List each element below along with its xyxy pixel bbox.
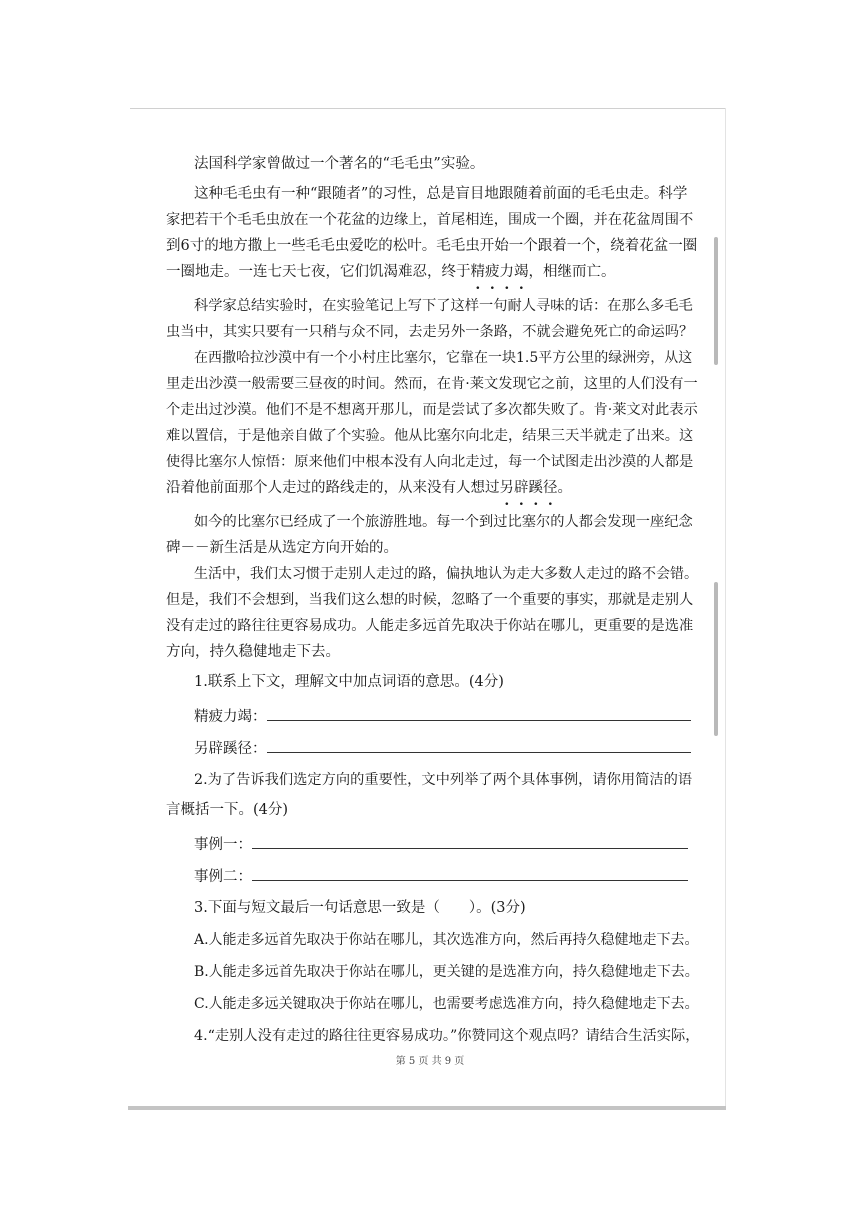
answer-label: 事例二： (194, 869, 252, 885)
passage-line: 虫当中，其实只要有一只稍与众不同，去走另外一条路，不就会避免死亡的命运吗？ (166, 324, 694, 340)
emphasis-char: 力 (499, 264, 514, 280)
emphasis-char: 疲 (485, 264, 500, 280)
passage-line: 在西撒哈拉沙漠中有一个小村庄比塞尔，它靠在一块1.5平方公里的绿洲旁，从这 (194, 350, 693, 366)
passage-line: 个走出过沙漠。他们不是不想离开那儿，而是尝试了多次都失败了。肯·莱文对此表示 (166, 402, 698, 418)
passage-line: 法国科学家曾做过一个著名的“毛毛虫”实验。 (194, 156, 485, 172)
passage-line (166, 262, 616, 282)
passage-line: 使得比塞尔人惊悟：原来他们中根本没有人向北走过，每一个试图走出沙漠的人都是 (166, 454, 694, 470)
emphasis-char: 竭 (514, 264, 529, 280)
passage-line: 里走出沙漠一般需要三昼夜的时间。然而，在肯·莱文发现它之前，这里的人们没有一 (166, 376, 698, 392)
answer-label: 精疲力竭： (194, 709, 267, 725)
page-number: 第 5 页 共 9 页 (395, 1056, 465, 1067)
passage-line: 如今的比塞尔已经成了一个旅游胜地。每一个到过比塞尔的人都会发现一座纪念 (194, 514, 693, 530)
passage-line (166, 478, 572, 498)
emphasis-char: 蹊 (528, 480, 543, 496)
passage-line: 难以置信，于是他亲自做了个实验。他从比塞尔向北走，结果三天半就走了出来。这 (166, 428, 694, 444)
option-b: B.人能走多远首先取决于你站在哪儿，更关键的是选准方向，持久稳健地走下去。 (194, 964, 699, 980)
passage-line: 到6寸的地方撒上一些毛毛虫爱吃的松叶。毛毛虫开始一个跟着一个，绕着花盆一圈 (166, 238, 698, 254)
emphasis-char: 精 (470, 264, 485, 280)
option-a: A.人能走多远首先取决于你站在哪儿，其次选准方向，然后再持久稳健地走下去。 (194, 932, 699, 948)
passage-line: 这种毛毛虫有一种“跟随者”的习性，总是盲目地跟随着前面的毛毛虫走。科学 (194, 186, 688, 202)
passage-line: 方向，持久稳健地走下去。 (166, 644, 340, 660)
answer-line (194, 834, 688, 855)
scrollbar-thumb-lower[interactable] (714, 582, 718, 736)
answer-blank[interactable] (252, 834, 688, 849)
passage-line: 碑－－新生活是从选定方向开始的。 (166, 540, 398, 556)
question-4: 4.“走别人没有走过的路往往更容易成功。”你赞同这个观点吗？请结合生活实际， (194, 1028, 700, 1044)
scrollbar-thumb-upper[interactable] (714, 237, 718, 365)
emphasis-char: 另 (499, 480, 514, 496)
dotted-word-lingpixijing (500, 480, 558, 496)
page-top-border (130, 108, 726, 109)
passage-text: 一圈地走。一连七天七夜，它们饥渴难忍，终于 (166, 264, 471, 280)
emphasis-char: 径 (543, 480, 558, 496)
answer-label: 另辟蹊径： (194, 741, 267, 757)
answer-line (194, 706, 691, 727)
passage-line: 没有走过的路往往更容易成功。人能走多远首先取决于你站在哪儿，更重要的是选准 (166, 618, 694, 634)
passage-text: 。 (557, 480, 572, 496)
question-3: 3.下面与短文最后一句话意思一致是（ ）。(3分) (194, 900, 526, 916)
emphasis-char: 辟 (514, 480, 529, 496)
passage-line: 家把若干个毛毛虫放在一个花盆的边缘上，首尾相连，围成一个圈，并在花盆周围不 (166, 212, 694, 228)
page-right-border (725, 108, 726, 1108)
answer-label: 事例一： (194, 837, 252, 853)
answer-blank[interactable] (252, 866, 688, 881)
page-bottom-border (128, 1106, 726, 1110)
answer-line (194, 738, 691, 759)
answer-blank[interactable] (267, 706, 691, 721)
answer-line (194, 866, 688, 887)
dotted-word-jingpilijie (471, 264, 529, 280)
question-2: 2.为了告诉我们选定方向的重要性，文中列举了两个具体事例，请你用简洁的语 (194, 772, 693, 788)
passage-text: 沿着他前面那个人走过的路线走的，从来没有人想过 (166, 480, 500, 496)
passage-line: 科学家总结实验时，在实验笔记上写下了这样一句耐人寻味的话：在那么多毛毛 (194, 298, 693, 314)
option-c: C.人能走多远关键取决于你站在哪儿，也需要考虑选准方向，持久稳健地走下去。 (194, 996, 699, 1012)
question-2-continued: 言概括一下。(4分) (166, 802, 289, 818)
answer-blank[interactable] (267, 738, 691, 753)
passage-line: 生活中，我们太习惯于走别人走过的路，偏执地认为走大多数人走过的路不会错。 (194, 566, 698, 582)
question-1: 1.联系上下文，理解文中加点词语的意思。(4分) (194, 674, 504, 690)
passage-text: ，相继而亡。 (528, 264, 616, 280)
passage-line: 但是，我们不会想到，当我们这么想的时候，忽略了一个重要的事实，那就是走别人 (166, 592, 694, 608)
